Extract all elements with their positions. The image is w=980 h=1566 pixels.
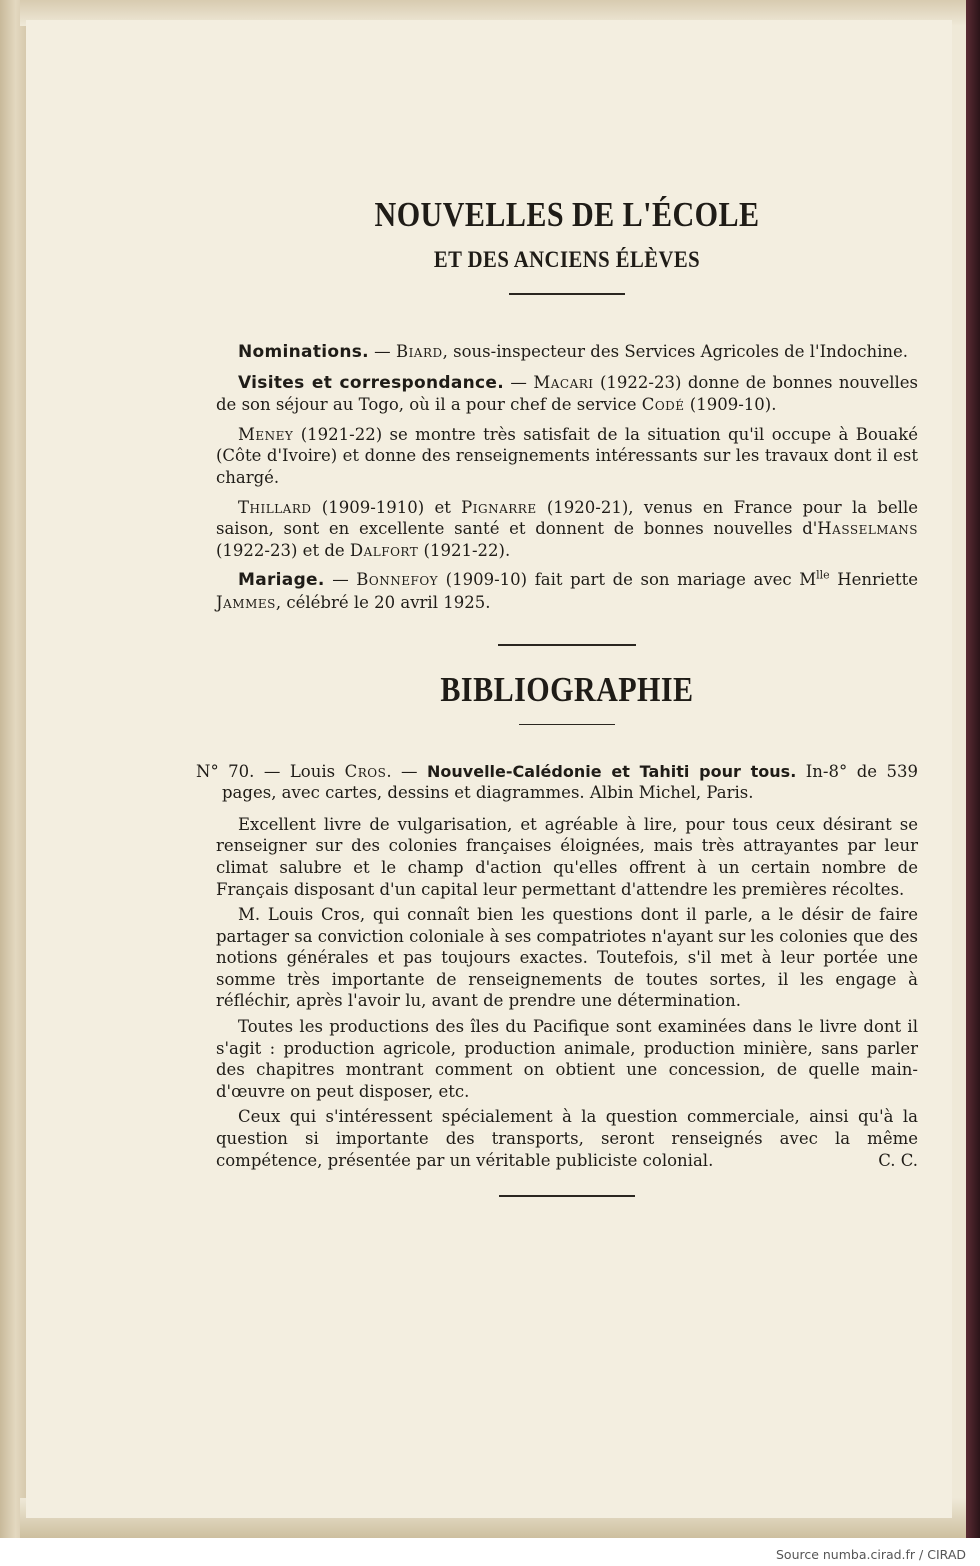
divider (498, 644, 636, 646)
page-content (196, 195, 919, 1197)
page-title: NOUVELLES DE L'ÉCOLE (374, 195, 760, 234)
section-lead: Visites et correspondance. (238, 372, 504, 393)
reviewer-initials: C. C. (878, 1150, 918, 1170)
author-name: Cros (344, 761, 387, 781)
person-name: Thillard (238, 497, 312, 517)
source-credit: Source numba.cirad.fr / CIRAD (775, 1547, 966, 1562)
review-paragraph: Toutes les productions des îles du Pacifique sont examinées dans le livre dont il s'agit : production agricole, production animale, production minière, sans parler des chapitres montrant comment on obtient une concession, de quelle main-d'œuvre on peut disposer, etc. (216, 1017, 918, 1101)
book-binding-left (0, 0, 26, 1538)
review-paragraph: M. Louis Cros, qui connaît bien les questions dont il parle, a le désir de faire partager sa conviction coloniale à ses compatriotes n'ayant sur les colonies que des notions générales et pas toujours exactes. Toutefois, s'il met à leur portée une somme très importante de renseignements de toutes sortes, il les engage à réfléchir, après l'avoir lu, avant de prendre une détermination. (216, 905, 919, 1011)
divider (509, 293, 625, 295)
divider (499, 1195, 635, 1197)
person-name: Meney (238, 424, 294, 444)
review (216, 814, 918, 1172)
person-name: Biard (395, 342, 443, 361)
person-name: Macari (533, 372, 594, 392)
bibliography-title: BIBLIOGRAPHIE (440, 669, 694, 709)
page-subtitle: ET DES ANCIENS ÉLÈVES (433, 247, 701, 272)
mariage-paragraph: Mariage. — Bonnefoy (1909-10) fait part de son mariage avec $M^{lle}$ Henriette Jammes, célébré le 20 avril 1925. (216, 568, 918, 612)
person-name: Pignarre (461, 497, 537, 517)
person-name: Bonnefoy (356, 570, 439, 590)
book-cover-edge (966, 0, 980, 1538)
bibliography-entry: N° 70. — Louis Cros. — Nouvelle-Calédonie et Tahiti pour tous. In-8° de 539 pages, avec cartes, dessins et diagrammes. Albin Michel, Paris. (196, 761, 919, 803)
person-name: Dalfort (349, 540, 419, 560)
person-name: Jammes (216, 592, 276, 612)
section-lead: Mariage. (238, 570, 325, 591)
person-name: Codé (641, 395, 685, 415)
section-lead: Nominations. (238, 342, 369, 362)
book-title: Nouvelle-Calédonie et Tahiti pour tous. (427, 761, 797, 781)
thillard-paragraph: Thillard (1909-1910) et Pignarre (1920-21), venus en France pour la belle saison, sont en excellente santé et donnent de bonnes nouvelles d'Hasselmans (1922-23) et de Dalfort (1921-22). (216, 497, 919, 560)
person-name: Hasselmans (817, 519, 918, 539)
review-paragraph: Excellent livre de vulgarisation, et agréable à lire, pour tous ceux désirant se renseigner sur des colonies françaises éloignées, mais très attrayantes par leur climat salubre et le champ d'action qu'elles offrent à un certain nombre de Français disposant d'un capital leur permettant d'attendre les premières récoltes. (216, 814, 918, 899)
nominations-paragraph: Nominations. — Biard, sous-inspecteur des Services Agricoles de l'Indochine. (238, 342, 908, 362)
divider (519, 724, 615, 725)
meney-paragraph: Meney (1921-22) se montre très satisfait de la situation qu'il occupe à Bouaké (Côte d'Ivoire) et donne des renseignements intéressants sur les travaux dont il est chargé. (216, 424, 918, 487)
review-paragraph: Ceux qui s'intéressent spécialement à la question commerciale, ainsi qu'à la question si importante des transports, seront renseignés avec la même compétence, présentée par un véritable publiciste colonial. C. C. (216, 1107, 918, 1170)
visites-paragraph: Visites et correspondance. — Macari (1922-23) donne de bonnes nouvelles de son séjour au Togo, où il a pour chef de service Codé (1909-10). (216, 372, 918, 415)
